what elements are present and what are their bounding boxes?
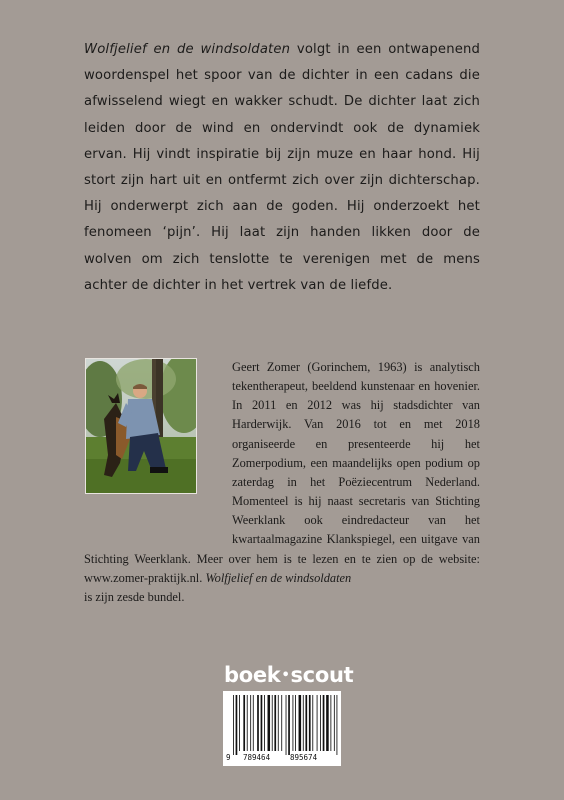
barcode-bar [253,695,254,751]
bio-book-title: Wolfjelief en de windsoldaten [205,570,352,585]
blurb-text: volgt in een ontwapenend woordenspel het spoor van de dichter in een cadans die afwisselend wiegt en wakker schudt. De dichter laat zich leiden door de wind en ondervindt ook de dynamiek ervan. Hij vindt inspiratie bij zijn muze en haar hond. Hij stort zijn hart uit en ontfermt zich over zijn dichterschap. Hij onderwerpt zich aan de goden. Hij onderzoekt het fenomeen ‘pijn’. Hij laat zijn handen likken door de wolven om zich tenslotte te verenigen met de mens achter de dichter in het vertrek van de liefde. [84,42,480,293]
bio-ending: is zijn zesde bundel. [84,589,185,604]
barcode-first-digit: 9 [226,753,231,762]
book-title: Wolfjelief en de windsoldaten [84,42,291,57]
logo-dot: • [281,668,290,683]
barcode-bar [295,695,296,751]
barcode-bar [330,695,331,751]
barcode-bar [233,695,234,755]
back-cover-blurb [84,37,480,299]
isbn-barcode [223,691,341,766]
barcode-bar [303,695,304,751]
barcode-bar [257,695,259,751]
barcode-bars [223,691,341,766]
barcode-bar [299,695,302,751]
barcode-bar [264,695,265,751]
barcode-bar [236,695,238,755]
barcode-bar [309,695,311,751]
barcode-bar [288,695,290,755]
logo-part-scout: scout [290,663,354,687]
barcode-bar [320,695,321,751]
publisher-logo [224,663,354,688]
bio-text: (Gorinchem, 1963) is analytisch tekentherapeut, beeldend kunstenaar en hovenier. In 2011 en 2012 was hij stadsdichter van Harderwijk. Van 2016 tot en met 2018 organiseerde en presenteerde hij het Zomerpodium, een maandelijks open podium op zaterdag in het Poëziecentrum Nederland. Momenteel is hij naast secretaris van Stichting Weerklank ook eindredacteur van het kwartaalmagazine Klankspiegel, een uitgave van Stichting Weerklank. Meer over hem is te lezen en te zien op de website: www.zomer-praktijk.nl. [84,360,480,585]
barcode-bar [250,695,251,751]
barcode-bar [247,695,248,751]
barcode-bar [272,695,273,751]
barcode-bar [268,695,271,751]
barcode-bar [323,695,325,751]
barcode-bar [293,695,294,751]
barcode-bar [326,695,329,751]
barcode-bar [274,695,276,751]
barcode-bar [286,695,287,755]
barcode-bar [312,695,313,751]
barcode-digits-left: 789464 [243,753,271,762]
barcode-digits-right: 895674 [290,753,318,762]
barcode-bar [281,695,282,751]
barcode-bar [243,695,245,751]
barcode-bar [305,695,307,751]
logo-part-boek: boek [224,663,281,687]
barcode-bar [278,695,279,751]
author-bio [84,358,480,607]
barcode-bar [337,695,338,755]
barcode-bar [317,695,318,751]
author-name: Geert Zomer [232,360,300,374]
barcode-bar [239,695,240,751]
barcode-bar [334,695,335,751]
barcode-bar [261,695,263,751]
